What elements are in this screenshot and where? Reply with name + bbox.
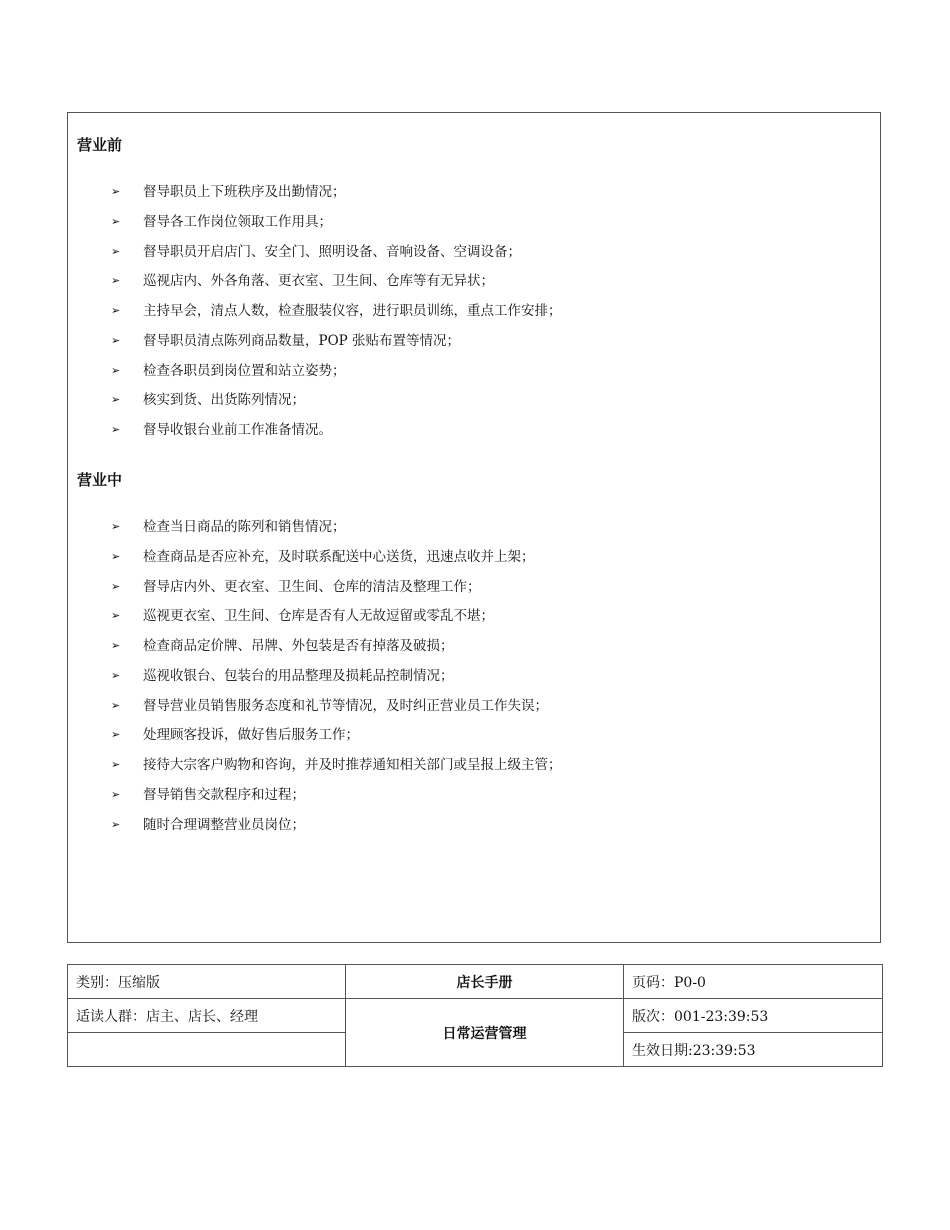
- list-item-text: 检查当日商品的陈列和销售情况；: [143, 519, 346, 535]
- list-item-text: 巡视更衣室、卫生间、仓库是否有人无故逗留或零乱不堪；: [143, 608, 494, 625]
- list-item: [68, 606, 880, 636]
- list-item-text: 处理顾客投诉，做好售后服务工作；: [143, 727, 359, 744]
- arrow-bullet-icon: ➢: [111, 758, 121, 771]
- list-item-text: 督导营业员销售服务态度和礼节等情况，及时纠正营业员工作失误；: [143, 697, 548, 714]
- list-item: [68, 390, 880, 420]
- list-item: [68, 725, 880, 755]
- footer-row: [68, 965, 883, 999]
- subject-cell: 日常运营管理: [346, 999, 624, 1067]
- list-item-text: 督导职员清点陈列商品数量，POP 张贴布置等情况；: [143, 332, 461, 349]
- list-item-text: 检查商品定价牌、吊牌、外包装是否有掉落及破损；: [143, 638, 454, 654]
- list-item: [68, 331, 880, 361]
- arrow-bullet-icon: ➢: [111, 304, 121, 317]
- list-item-text: 接待大宗客户购物和咨询，并及时推荐通知相关部门或呈报上级主管；: [143, 757, 562, 773]
- arrow-bullet-icon: ➢: [111, 787, 121, 801]
- page-code-cell: 页码：P0-0: [624, 965, 883, 999]
- arrow-bullet-icon: ➢: [111, 333, 121, 347]
- list-item: [68, 636, 880, 666]
- arrow-bullet-icon: ➢: [111, 520, 121, 533]
- list-item-text: 督导销售交款程序和过程；: [143, 786, 305, 803]
- list-item-text: 检查商品是否应补充，及时联系配送中心送货，迅速点收并上架；: [143, 548, 535, 565]
- section-title-during-business: 营业中: [77, 471, 123, 489]
- arrow-bullet-icon: ➢: [111, 817, 121, 831]
- content-box: [67, 112, 881, 943]
- manual-title-cell: 店长手册: [346, 965, 624, 999]
- empty-cell: [68, 1033, 346, 1067]
- arrow-bullet-icon: ➢: [111, 639, 121, 652]
- arrow-bullet-icon: ➢: [111, 185, 121, 198]
- list-item-text: 督导各工作岗位领取工作用具；: [143, 213, 332, 230]
- version-cell: 版次：001-23:39:53: [624, 999, 883, 1033]
- arrow-bullet-icon: ➢: [111, 668, 121, 682]
- arrow-bullet-icon: ➢: [111, 274, 121, 288]
- list-item-text: 督导职员开启店门、安全门、照明设备、音响设备、空调设备；: [143, 243, 521, 260]
- arrow-bullet-icon: ➢: [111, 549, 121, 563]
- list-item: [68, 420, 880, 450]
- arrow-bullet-icon: ➢: [111, 579, 121, 593]
- list-item-text: 核实到货、出货陈列情况；: [143, 392, 305, 409]
- list-item: [68, 271, 880, 301]
- effective-date-cell: 生效日期:23:39:53: [624, 1033, 883, 1067]
- list-item-text: 督导收银台业前工作准备情况。: [143, 422, 332, 438]
- list-item: [68, 212, 880, 242]
- before-business-list: [68, 182, 880, 450]
- category-cell: 类别：压缩版: [68, 965, 346, 999]
- list-item-text: 巡视店内、外各角落、更衣室、卫生间、仓库等有无异状；: [143, 273, 494, 290]
- list-item-text: 主持早会，清点人数，检查服装仪容，进行职员训练，重点工作安排；: [143, 303, 562, 319]
- list-item: [68, 547, 880, 577]
- arrow-bullet-icon: ➢: [111, 244, 121, 258]
- arrow-bullet-icon: ➢: [111, 214, 121, 228]
- list-item: [68, 755, 880, 785]
- arrow-bullet-icon: ➢: [111, 698, 121, 712]
- arrow-bullet-icon: ➢: [111, 728, 121, 742]
- list-item: [68, 361, 880, 391]
- readers-cell: 适读人群：店主、店长、经理: [68, 999, 346, 1033]
- arrow-bullet-icon: ➢: [111, 423, 121, 436]
- list-item-text: 随时合理调整营业员岗位；: [143, 816, 305, 833]
- arrow-bullet-icon: ➢: [111, 393, 121, 407]
- list-item-text: 督导店内外、更衣室、卫生间、仓库的清洁及整理工作；: [143, 578, 481, 595]
- list-item: [68, 182, 880, 212]
- arrow-bullet-icon: ➢: [111, 609, 121, 623]
- document-footer-table: [67, 964, 883, 1067]
- list-item: [68, 242, 880, 272]
- list-item-text: 督导职员上下班秩序及出勤情况；: [143, 184, 346, 200]
- list-item-text: 巡视收银台、包装台的用品整理及损耗品控制情况；: [143, 667, 454, 684]
- list-item: [68, 666, 880, 696]
- list-item: [68, 696, 880, 726]
- list-item: [68, 577, 880, 607]
- list-item-text: 检查各职员到岗位置和站立姿势；: [143, 362, 346, 379]
- list-item: [68, 301, 880, 331]
- list-item: [68, 517, 880, 547]
- list-item: [68, 815, 880, 845]
- footer-row: [68, 999, 883, 1033]
- section-title-before-business: 营业前: [77, 136, 123, 154]
- list-item: [68, 785, 880, 815]
- arrow-bullet-icon: ➢: [111, 363, 121, 377]
- during-business-list: [68, 517, 880, 844]
